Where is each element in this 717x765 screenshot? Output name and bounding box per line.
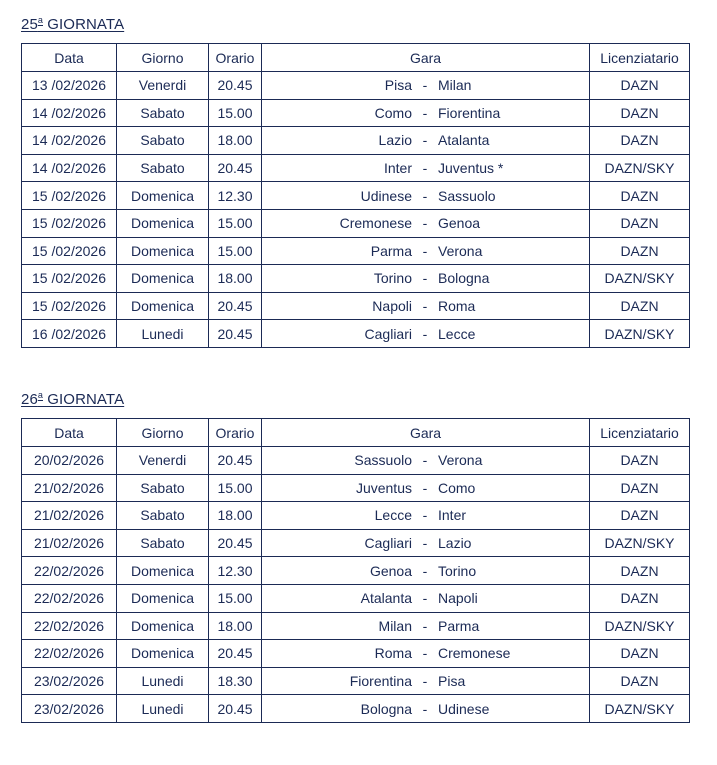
cell-data: 20/02/2026 [22, 447, 117, 475]
match [262, 530, 589, 557]
match-separator: - [422, 187, 428, 204]
away-team: Napoli [438, 590, 478, 607]
cell-orario: 20.45 [209, 72, 262, 100]
match [262, 668, 589, 695]
cell-giorno: Domenica [117, 557, 209, 585]
section-label: GIORNATA [43, 16, 125, 33]
match-separator: - [422, 104, 428, 121]
header-gara: Gara [262, 419, 590, 447]
cell-orario: 15.00 [209, 99, 262, 127]
cell-data: 23/02/2026 [22, 695, 117, 723]
cell-orario: 20.45 [209, 447, 262, 475]
away-team: Bologna [438, 270, 490, 287]
header-data: Data [22, 419, 117, 447]
cell-data: 22/02/2026 [22, 640, 117, 668]
match [262, 613, 589, 640]
section-ordinal: a [37, 15, 43, 25]
match-separator: - [422, 160, 428, 177]
cell-licenziatario: DAZN [590, 99, 690, 127]
table-row [22, 72, 690, 100]
cell-giorno: Lunedi [117, 695, 209, 723]
away-team: Verona [438, 242, 483, 259]
cell-data: 14 /02/2026 [22, 99, 117, 127]
cell-orario: 15.00 [209, 474, 262, 502]
cell-gara [262, 612, 590, 640]
cell-orario: 12.30 [209, 557, 262, 585]
cell-giorno: Lunedi [117, 667, 209, 695]
schedule-table-25 [21, 43, 690, 348]
header-giorno: Giorno [117, 419, 209, 447]
table-row [22, 502, 690, 530]
home-team: Roma [374, 645, 412, 662]
match [262, 72, 589, 99]
table-row [22, 529, 690, 557]
match-separator: - [422, 242, 428, 259]
cell-gara [262, 182, 590, 210]
cell-data: 21/02/2026 [22, 502, 117, 530]
cell-giorno: Sabato [117, 154, 209, 182]
away-team: Verona [438, 452, 483, 469]
cell-orario: 12.30 [209, 182, 262, 210]
cell-data: 14 /02/2026 [22, 154, 117, 182]
table-header-row [22, 419, 690, 447]
cell-orario: 20.45 [209, 529, 262, 557]
table-row [22, 182, 690, 210]
table-row [22, 237, 690, 265]
cell-data: 15 /02/2026 [22, 182, 117, 210]
cell-orario: 18.30 [209, 667, 262, 695]
cell-licenziatario: DAZN [590, 72, 690, 100]
cell-licenziatario: DAZN/SKY [590, 612, 690, 640]
match-separator: - [422, 673, 428, 690]
match [262, 320, 589, 347]
home-team: Napoli [372, 298, 412, 315]
cell-giorno: Domenica [117, 265, 209, 293]
cell-data: 22/02/2026 [22, 612, 117, 640]
cell-licenziatario: DAZN/SKY [590, 265, 690, 293]
match-separator: - [422, 132, 428, 149]
home-team: Lecce [374, 507, 412, 524]
match-separator: - [422, 479, 428, 496]
home-team: Atalanta [360, 590, 412, 607]
cell-giorno: Sabato [117, 529, 209, 557]
cell-giorno: Sabato [117, 474, 209, 502]
section-number: 26 [21, 391, 38, 408]
cell-orario: 15.00 [209, 237, 262, 265]
table-row [22, 695, 690, 723]
match [262, 155, 589, 182]
home-team: Genoa [369, 562, 412, 579]
cell-licenziatario: DAZN [590, 502, 690, 530]
cell-licenziatario: DAZN [590, 667, 690, 695]
cell-giorno: Domenica [117, 612, 209, 640]
cell-gara [262, 209, 590, 237]
table-row [22, 99, 690, 127]
match [262, 182, 589, 209]
match [262, 695, 589, 722]
match [262, 293, 589, 320]
table-row [22, 320, 690, 348]
match-separator: - [422, 507, 428, 524]
cell-gara [262, 695, 590, 723]
home-team: Udinese [360, 187, 412, 204]
cell-orario: 15.00 [209, 209, 262, 237]
header-orario: Orario [209, 419, 262, 447]
match [262, 100, 589, 127]
cell-giorno: Domenica [117, 237, 209, 265]
cell-orario: 18.00 [209, 502, 262, 530]
cell-data: 22/02/2026 [22, 557, 117, 585]
cell-orario: 15.00 [209, 584, 262, 612]
cell-licenziatario: DAZN [590, 209, 690, 237]
home-team: Cremonese [339, 215, 412, 232]
header-licenziatario: Licenziatario [590, 44, 690, 72]
cell-gara [262, 584, 590, 612]
schedule-table-26 [21, 418, 690, 723]
away-team: Como [438, 479, 476, 496]
cell-giorno: Sabato [117, 99, 209, 127]
cell-gara [262, 667, 590, 695]
section-title-25 [21, 15, 124, 33]
cell-data: 14 /02/2026 [22, 127, 117, 155]
header-giorno: Giorno [117, 44, 209, 72]
match [262, 585, 589, 612]
away-team: Udinese [438, 700, 490, 717]
match-separator: - [422, 617, 428, 634]
match [262, 238, 589, 265]
away-team: Cremonese [438, 645, 511, 662]
cell-gara [262, 237, 590, 265]
cell-giorno: Lunedi [117, 320, 209, 348]
cell-licenziatario: DAZN [590, 640, 690, 668]
cell-data: 22/02/2026 [22, 584, 117, 612]
header-orario: Orario [209, 44, 262, 72]
cell-licenziatario: DAZN [590, 182, 690, 210]
cell-giorno: Sabato [117, 502, 209, 530]
home-team: Fiorentina [349, 673, 412, 690]
home-team: Torino [373, 270, 412, 287]
cell-gara [262, 447, 590, 475]
match-separator: - [422, 700, 428, 717]
cell-gara [262, 320, 590, 348]
section-number: 25 [21, 16, 38, 33]
cell-data: 15 /02/2026 [22, 265, 117, 293]
match [262, 210, 589, 237]
match [262, 447, 589, 474]
cell-giorno: Domenica [117, 640, 209, 668]
away-team: Atalanta [438, 132, 490, 149]
cell-data: 15 /02/2026 [22, 237, 117, 265]
section-title-26 [21, 390, 124, 408]
header-licenziatario: Licenziatario [590, 419, 690, 447]
table-row [22, 584, 690, 612]
home-team: Inter [383, 160, 412, 177]
away-team: Roma [438, 298, 476, 315]
cell-licenziatario: DAZN [590, 237, 690, 265]
cell-orario: 20.45 [209, 154, 262, 182]
cell-gara [262, 99, 590, 127]
home-team: Parma [370, 242, 412, 259]
cell-licenziatario: DAZN [590, 292, 690, 320]
cell-licenziatario: DAZN/SKY [590, 154, 690, 182]
match-separator: - [422, 298, 428, 315]
match-separator: - [422, 645, 428, 662]
table-row [22, 265, 690, 293]
cell-licenziatario: DAZN/SKY [590, 529, 690, 557]
cell-data: 15 /02/2026 [22, 209, 117, 237]
cell-giorno: Venerdi [117, 447, 209, 475]
table-row [22, 474, 690, 502]
cell-gara [262, 474, 590, 502]
away-team: Parma [438, 617, 480, 634]
match-separator: - [422, 452, 428, 469]
cell-gara [262, 640, 590, 668]
header-data: Data [22, 44, 117, 72]
cell-gara [262, 265, 590, 293]
match-separator: - [422, 562, 428, 579]
cell-licenziatario: DAZN/SKY [590, 320, 690, 348]
cell-data: 23/02/2026 [22, 667, 117, 695]
table-row [22, 447, 690, 475]
cell-giorno: Domenica [117, 584, 209, 612]
home-team: Cagliari [364, 325, 412, 342]
cell-licenziatario: DAZN [590, 474, 690, 502]
cell-giorno: Domenica [117, 182, 209, 210]
away-team: Fiorentina [438, 104, 501, 121]
cell-orario: 18.00 [209, 127, 262, 155]
table-row [22, 209, 690, 237]
match-separator: - [422, 270, 428, 287]
cell-gara [262, 127, 590, 155]
cell-giorno: Venerdi [117, 72, 209, 100]
away-team: Milan [438, 77, 472, 94]
home-team: Sassuolo [354, 452, 412, 469]
cell-licenziatario: DAZN [590, 584, 690, 612]
match-separator: - [422, 325, 428, 342]
cell-orario: 20.45 [209, 292, 262, 320]
home-team: Bologna [360, 700, 412, 717]
match-separator: - [422, 77, 428, 94]
cell-gara [262, 154, 590, 182]
home-team: Milan [378, 617, 412, 634]
match [262, 265, 589, 292]
cell-giorno: Sabato [117, 127, 209, 155]
match [262, 475, 589, 502]
cell-giorno: Domenica [117, 209, 209, 237]
section-label: GIORNATA [43, 391, 125, 408]
away-team: Juventus * [438, 160, 504, 177]
home-team: Lazio [378, 132, 412, 149]
section-ordinal: a [37, 390, 43, 400]
away-team: Genoa [438, 215, 481, 232]
match-separator: - [422, 215, 428, 232]
cell-gara [262, 502, 590, 530]
cell-gara [262, 292, 590, 320]
table-row [22, 127, 690, 155]
away-team: Torino [438, 562, 477, 579]
cell-orario: 20.45 [209, 320, 262, 348]
cell-licenziatario: DAZN [590, 447, 690, 475]
header-gara: Gara [262, 44, 590, 72]
cell-gara [262, 557, 590, 585]
match-separator: - [422, 535, 428, 552]
table-row [22, 557, 690, 585]
table-row [22, 640, 690, 668]
home-team: Como [374, 104, 412, 121]
cell-orario: 18.00 [209, 265, 262, 293]
table-header-row [22, 44, 690, 72]
cell-giorno: Domenica [117, 292, 209, 320]
cell-data: 16 /02/2026 [22, 320, 117, 348]
match-separator: - [422, 590, 428, 607]
cell-licenziatario: DAZN/SKY [590, 695, 690, 723]
match [262, 557, 589, 584]
table-row [22, 154, 690, 182]
match [262, 502, 589, 529]
cell-licenziatario: DAZN [590, 127, 690, 155]
cell-licenziatario: DAZN [590, 557, 690, 585]
cell-data: 15 /02/2026 [22, 292, 117, 320]
cell-orario: 20.45 [209, 695, 262, 723]
home-team: Pisa [384, 77, 412, 94]
table-row [22, 292, 690, 320]
away-team: Lazio [438, 535, 472, 552]
table-row [22, 612, 690, 640]
match [262, 127, 589, 154]
away-team: Sassuolo [438, 187, 496, 204]
table-row [22, 667, 690, 695]
match [262, 640, 589, 667]
cell-gara [262, 72, 590, 100]
cell-gara [262, 529, 590, 557]
cell-orario: 18.00 [209, 612, 262, 640]
away-team: Lecce [438, 325, 476, 342]
away-team: Inter [438, 507, 467, 524]
away-team: Pisa [438, 673, 466, 690]
cell-data: 21/02/2026 [22, 474, 117, 502]
home-team: Cagliari [364, 535, 412, 552]
cell-data: 13 /02/2026 [22, 72, 117, 100]
cell-orario: 20.45 [209, 640, 262, 668]
home-team: Juventus [355, 479, 412, 496]
cell-data: 21/02/2026 [22, 529, 117, 557]
